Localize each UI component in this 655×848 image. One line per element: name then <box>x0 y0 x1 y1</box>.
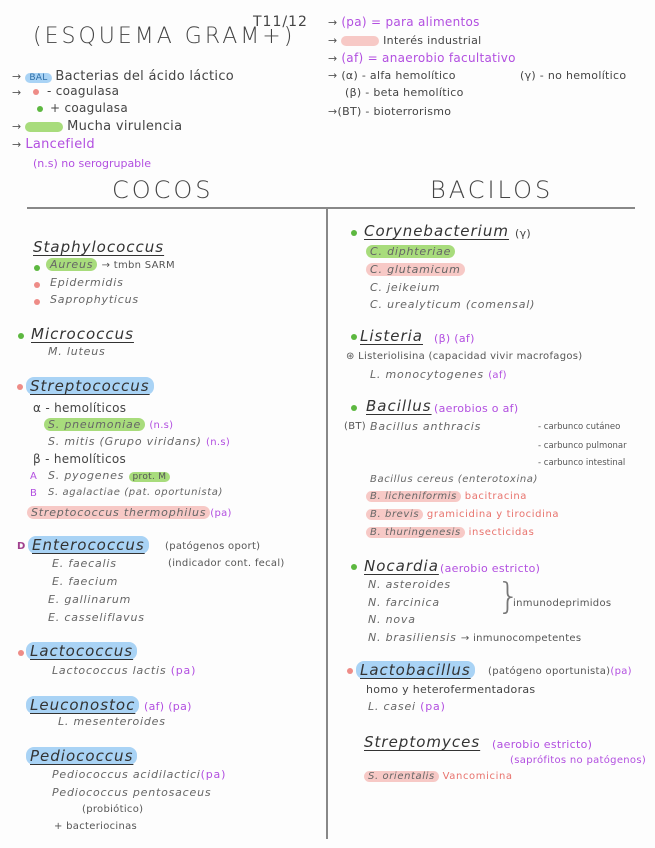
species-monocytogenes: L. monocytogenes (af) <box>370 368 507 381</box>
enterococcus-note-1: (patógenos oport) <box>165 541 261 552</box>
species-epidermidis: Epidermidis <box>50 276 124 289</box>
species-brevis: B. brevis gramicidina y tirocidina <box>366 509 559 520</box>
red-dot-icon <box>34 299 40 305</box>
species-saprophyticus: Saprophyticus <box>50 293 139 306</box>
brace-icon: } <box>497 576 520 617</box>
species-agalactiae: S. agalactiae (pat. oportunista) <box>48 487 223 498</box>
genus-staphylococcus: Staphylococcus <box>33 238 165 256</box>
species-lactis: Lactococcus lactis (pa) <box>52 664 197 677</box>
streptomyces-note-2: (saprófitos no patógenos) <box>510 755 647 766</box>
bacteriocins-note: + bacteriocinas <box>54 821 138 832</box>
virulence-text: Mucha virulencia <box>67 119 183 134</box>
page-title: (ESQUEMA GRAM+) <box>33 24 296 49</box>
species-pentosaceus: Pediococcus pentosaceus <box>52 786 212 799</box>
species-nova: N. nova <box>368 613 416 626</box>
carbunco-intestinal: - carbunco intestinal <box>538 458 626 468</box>
green-dot-icon <box>351 405 357 411</box>
genus-leuconostoc: Leuconostoc <box>26 696 139 714</box>
red-dot-icon <box>33 89 39 95</box>
alpha-hemolytic-label: α - hemolíticos <box>33 401 127 415</box>
arrow-icon: → <box>12 70 26 83</box>
species-mesenteroides: L. mesenteroides <box>58 715 166 728</box>
species-aureus: Aureus → tmbn SARM <box>46 258 175 271</box>
red-dot-icon <box>34 282 40 288</box>
column-header-cocos: COCOS <box>112 176 214 204</box>
immunodepressed-note: inmunodeprimidos <box>513 598 612 609</box>
green-dot-icon <box>351 334 357 340</box>
species-asteroides: N. asteroides <box>368 578 451 591</box>
lancefield-text: Lancefield <box>25 137 95 152</box>
green-dot-icon <box>351 564 357 570</box>
bal-text: Bacterias del ácido láctico <box>55 69 235 84</box>
lancefield-group-d: D <box>17 541 26 552</box>
legend-coag-neg: → <box>12 86 22 99</box>
species-faecium: E. faecium <box>52 575 119 588</box>
species-mitis: S. mitis (Grupo viridans) (n.s) <box>48 435 231 448</box>
genus-bacillus: Bacillus <box>366 397 432 415</box>
pink-highlight-swatch <box>341 36 379 46</box>
green-highlight-swatch <box>25 122 63 132</box>
listeria-note: (β) (af) <box>434 332 475 345</box>
species-faecalis: E. faecalis <box>52 557 117 570</box>
species-urealyticum: C. urealyticum (comensal) <box>370 298 536 311</box>
legend-virulence: → Mucha virulencia <box>12 119 183 134</box>
genus-pediococcus: Pediococcus <box>26 747 137 765</box>
corynebacterium-note: (γ) <box>515 227 531 240</box>
species-pyogenes: S. pyogenes prot. M <box>48 469 170 482</box>
legend-bt: →(BT) - bioterrorismo <box>328 105 452 118</box>
species-glutamicum: C. glutamicum <box>366 263 465 276</box>
species-brasiliensis: N. brasiliensis → inmunocompetentes <box>368 631 582 644</box>
genus-lactobacillus: Lactobacillus <box>356 661 475 679</box>
species-pneumoniae: S. pneumoniae (n.s) <box>44 418 173 431</box>
genus-corynebacterium: Corynebacterium <box>364 222 509 240</box>
column-header-bacilos: BACILOS <box>430 176 554 204</box>
legend-alpha: → (α) - alfa hemolítico <box>328 69 456 82</box>
bacillus-note: (aerobios o af) <box>434 402 519 415</box>
species-cereus: Bacillus cereus (enterotoxina) <box>370 474 538 485</box>
red-dot-icon <box>18 650 24 656</box>
species-thuringenesis: B. thuringenesis insecticidas <box>366 527 534 538</box>
species-farcinica: N. farcinica <box>368 596 440 609</box>
species-casei: L. casei (pa) <box>368 700 446 713</box>
ns-text: (n.s) no serogrupable <box>33 157 151 170</box>
horizontal-divider <box>27 207 635 209</box>
fermentation-note: homo y heterofermentadoras <box>366 683 536 696</box>
species-acidilactici: Pediococcus acidilactici(pa) <box>52 768 227 781</box>
legend-lancefield: → Lancefield <box>12 137 95 152</box>
legend-af: → (af) = anaerobio facultativo <box>328 51 516 65</box>
species-licheniformis: B. licheniformis bacitracina <box>366 491 527 502</box>
genus-micrococcus: Micrococcus <box>31 325 134 343</box>
bioterrorism-tag: (BT) <box>344 421 366 432</box>
coag-pos-text: + coagulasa <box>50 101 128 115</box>
nocardia-note: (aerobio estricto) <box>440 562 541 575</box>
topic-label: T11/12 <box>253 14 308 30</box>
green-dot-icon <box>351 230 357 236</box>
species-casseliflavus: E. casseliflavus <box>48 611 145 624</box>
legend-beta: (β) - beta hemolítico <box>345 86 464 99</box>
species-anthracis: Bacillus anthracis <box>370 420 482 433</box>
species-orientalis: S. orientalis Vancomicina <box>364 771 513 782</box>
coag-neg-text: - coagulasa <box>47 84 120 98</box>
enterococcus-note-2: (indicador cont. fecal) <box>168 558 285 569</box>
carbunco-cutaneo: - carbunco cutáneo <box>538 422 621 432</box>
legend-industrial: → Interés industrial <box>328 34 482 47</box>
genus-lactococcus: Lactococcus <box>26 642 137 660</box>
legend-gamma: (γ) - no hemolítico <box>520 69 627 82</box>
genus-listeria: Listeria <box>360 327 423 345</box>
probiotic-note: (probiótico) <box>82 804 144 815</box>
lactobacillus-note: (patógeno oportunista)(pa) <box>488 666 632 677</box>
listeriolysin-note: ⊛ Listeriolisina (capacidad vivir macrofagos) <box>346 351 583 362</box>
species-thermophilus: Streptococcus thermophilus (pa) <box>27 506 232 519</box>
species-luteus: M. luteus <box>48 345 106 358</box>
genus-streptomyces: Streptomyces <box>364 733 481 751</box>
asterisk-circle-icon: ⊛ <box>346 351 359 362</box>
species-jeikeium: C. jeikeium <box>370 281 441 294</box>
red-dot-icon <box>17 384 23 390</box>
leuconostoc-note: (af) (pa) <box>144 700 192 713</box>
legend-pa: → (pa) = para alimentos <box>328 15 480 29</box>
vertical-divider <box>326 207 328 839</box>
species-diphteriae: C. diphteriae <box>366 245 455 258</box>
legend-bal <box>12 69 234 84</box>
red-dot-icon <box>347 668 353 674</box>
streptomyces-note: (aerobio estricto) <box>492 738 593 751</box>
genus-nocardia: Nocardia <box>364 557 439 575</box>
lancefield-group-b: B <box>30 488 38 499</box>
genus-streptococcus: Streptococcus <box>26 377 154 395</box>
bal-tag: BAL <box>25 73 51 83</box>
beta-hemolytic-label: β - hemolíticos <box>33 452 127 466</box>
genus-enterococcus: Enterococcus <box>28 536 149 554</box>
species-gallinarum: E. gallinarum <box>48 593 132 606</box>
lancefield-group-a: A <box>30 471 38 482</box>
green-dot-icon <box>18 333 24 339</box>
green-dot-icon <box>37 106 43 112</box>
carbunco-pulmonar: - carbunco pulmonar <box>538 441 627 451</box>
green-dot-icon <box>34 265 40 271</box>
